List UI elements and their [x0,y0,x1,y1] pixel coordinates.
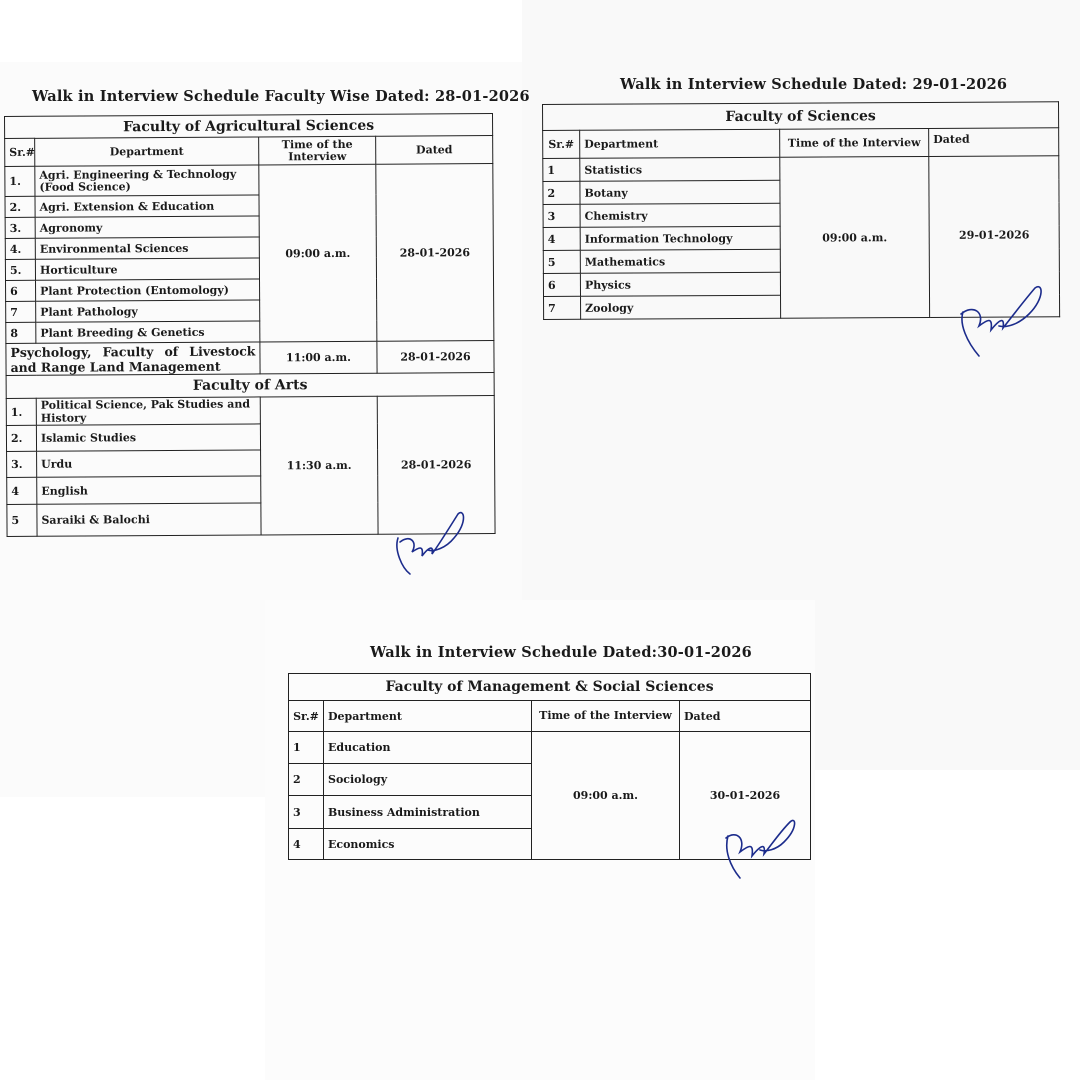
col-header-department: Department [580,129,780,158]
row-sr: 5. [5,259,35,280]
row-department: Mathematics [580,249,780,273]
row-sr: 1 [289,732,324,764]
col-header-sr: Sr.# [5,138,35,166]
col-header-dated: Dated [680,701,811,732]
row-sr: 1 [543,158,580,181]
row-department: Plant Protection (Entomology) [36,279,260,301]
row-department: Agri. Engineering & Technology (Food Science) [35,165,259,196]
row-department: Business Administration [324,796,532,829]
interview-date: 30-01-2026 [680,732,811,860]
schedule-title-29-01: Walk in Interview Schedule Dated: 29-01-2026 [620,76,1008,93]
row-department: Agri. Extension & Education [35,195,259,217]
row-department: English [37,476,261,504]
row-sr: 3 [543,204,580,227]
row-sr: 4 [7,477,37,504]
row-sr: 2 [543,181,580,204]
schedule-title-28-01: Walk in Interview Schedule Faculty Wise Dated: 28-01-2026 [32,88,530,105]
interview-time: 09:00 a.m. [259,164,377,342]
row-sr: 5 [543,250,580,273]
row-department: Environmental Sciences [35,237,259,259]
row-sr: 3 [289,796,324,829]
col-header-dated: Dated [929,128,1059,157]
row-sr: 6 [543,273,580,296]
row-department: Chemistry [580,203,780,227]
interview-time: 11:30 a.m. [260,396,378,535]
interview-date: 28-01-2026 [377,341,494,374]
row-sr: 4. [5,238,35,259]
interview-date: 28-01-2026 [376,164,494,342]
row-department: Education [324,732,532,764]
faculty-heading: Faculty of Sciences [543,102,1059,131]
row-sr: 2 [289,764,324,796]
col-header-department: Department [324,701,532,732]
signature [720,816,800,882]
row-sr: 4 [289,829,324,860]
col-header-sr: Sr.# [289,701,324,732]
faculty-heading: Faculty of Agricultural Sciences [5,114,493,139]
row-sr: 1. [5,166,35,196]
col-header-department: Department [35,137,259,166]
row-department: Agronomy [35,216,259,238]
schedule-title-30-01: Walk in Interview Schedule Dated:30-01-2026 [370,644,752,661]
row-department: Islamic Studies [36,424,260,451]
col-header-time: Time of the Interview [780,128,929,157]
row-sr: 3. [7,451,37,477]
interview-date: 29-01-2026 [929,156,1060,318]
row-sr: 3. [5,217,35,238]
faculty-heading: Faculty of Arts [6,373,494,399]
interview-time: 09:00 a.m. [532,732,680,860]
row-department: Political Science, Pak Studies and History [36,397,260,425]
row-department: Statistics [580,157,780,181]
row-sr: 4 [543,227,580,250]
interview-time: 11:00 a.m. [260,341,377,374]
row-department: Physics [580,272,780,296]
row-department: Economics [324,829,532,860]
row-department: Horticulture [35,258,259,280]
row-sr: 5 [7,504,37,536]
row-department: Botany [580,180,780,204]
signature [388,508,468,580]
row-department: Urdu [37,450,261,477]
row-sr: 1. [6,398,36,425]
row-department: Plant Breeding & Genetics [36,321,260,343]
psychology-livestock-row: Psychology, Faculty of Livestock and Range Land Management [6,342,260,376]
row-sr: 2. [5,196,35,217]
col-header-sr: Sr.# [543,130,580,158]
row-department: Zoology [581,295,781,319]
row-department: Sociology [324,764,532,796]
row-department: Information Technology [580,226,780,250]
signature [955,282,1047,362]
row-sr: 2. [6,425,36,451]
col-header-dated: Dated [376,136,493,165]
row-department: Saraiki & Balochi [37,503,261,536]
faculty-heading: Faculty of Management & Social Sciences [289,674,811,701]
row-sr: 7 [544,296,581,319]
col-header-time: Time of the Interview [259,136,376,165]
interview-time: 09:00 a.m. [780,156,930,318]
row-sr: 8 [6,322,36,343]
row-department: Plant Pathology [36,300,260,322]
interview-date: 28-01-2026 [377,396,495,535]
col-header-time: Time of the Interview [532,701,680,732]
row-sr: 6 [6,280,36,301]
row-sr: 7 [6,301,36,322]
schedule-table-28-01 [4,113,496,537]
